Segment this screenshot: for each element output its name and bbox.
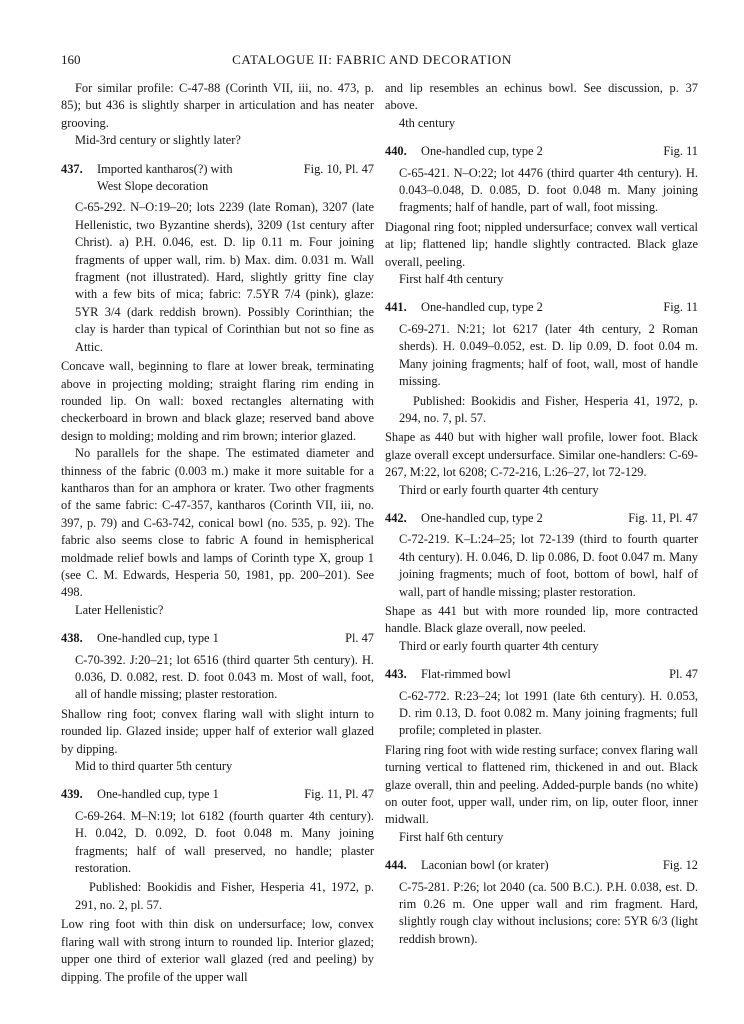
entry-description: Shallow ring foot; convex flaring wall with slight inturn to rounded lip. Glazed inside; upper half of exterior wall glazed by dipping. (61, 706, 374, 756)
entry-published: Published: Bookidis and Fisher, Hesperia 41, 1972, p. 291, no. 2, pl. 57. (75, 880, 374, 912)
entry-number: 440. (385, 144, 407, 159)
entry-title: Flat-rimmed bowl (421, 667, 511, 682)
entry-discussion: No parallels for the shape. The estimated diameter and thinness of the fabric (0.003 m.) make it more suitable for a kantharos than for an amphora or krater. Two other fragments of the same fabric: C-47-357, kantharos (Corinth VII, iii, no. 397, p. 79) and C-63-742, conical bowl (no. 535, p. 92). The fabric also seems close to fabric A found in hemispherical moldmade relief bowls and lamps of Corinth type X, group 1 (see C. M. Edwards, Hesperia 50, 1981, pp. 200–201). See 498. (61, 446, 374, 600)
figure-ref: Fig. 11, Pl. 47 (304, 787, 374, 802)
entry-heading (61, 161, 374, 178)
entry-number: 443. (385, 667, 407, 682)
entry-description: Diagonal ring foot; nippled undersurface; convex wall vertical at lip; flattened lip; handle slightly contracted. Black glaze overall, peeling. (385, 219, 698, 269)
running-head: CATALOGUE II: FABRIC AND DECORATION (232, 52, 512, 67)
entry-number: 437. (61, 161, 83, 176)
entry-heading (385, 299, 698, 316)
continued-text: and lip resembles an echinus bowl. See discussion, p. 37 above. (385, 81, 698, 113)
entry-number: 444. (385, 858, 407, 873)
entry-441 (385, 299, 698, 498)
right-column (385, 80, 698, 950)
entry-442 (385, 510, 698, 655)
entry-date: Mid to third quarter 5th century (75, 759, 233, 774)
entry-details: C-62-772. R:23–24; lot 1991 (late 6th century). H. 0.053, D. rim 0.13, D. foot 0.082 m. Many joining fragments; full profile; completed in plaster. (399, 688, 698, 738)
entry-title: Imported kantharos(?) with (97, 161, 233, 176)
entry-444 (385, 857, 698, 948)
entry-details: C-75-281. P:26; lot 2040 (ca. 500 B.C.). P.H. 0.038, est. D. rim 0.26 m. One upper wall and rim fragment. Hard, slightly rough clay without inclusions; core: 5YR 6/3 (light reddish brown). (399, 879, 698, 946)
entry-number: 438. (61, 631, 83, 646)
entry-438 (61, 630, 374, 775)
entry-heading (385, 510, 698, 527)
figure-ref: Fig. 11 (663, 144, 698, 159)
entry-number: 441. (385, 300, 407, 315)
entry-title: One-handled cup, type 1 (97, 787, 219, 802)
figure-ref: Fig. 10, Pl. 47 (303, 161, 374, 176)
entry-date: First half 4th century (399, 272, 504, 287)
entry-439 (61, 786, 374, 985)
entry-title: Laconian bowl (or krater) (421, 858, 549, 873)
entry-title-cont: West Slope decoration (97, 179, 209, 194)
figure-ref: Fig. 12 (662, 858, 698, 873)
entry-title: One-handled cup, type 1 (97, 631, 219, 646)
entry-heading (385, 143, 698, 160)
entry-title: One-handled cup, type 2 (421, 300, 543, 315)
entry-437 (61, 161, 374, 620)
entry-heading (61, 630, 374, 647)
entry-heading (61, 786, 374, 803)
entry-details: C-65-292. N–O:19–20; lots 2239 (late Roman), 3207 (late Hellenistic, two Byzantine sherds), 3209 (1st century after Christ). a) P.H. 0.046, est. D. lip 0.11 m. Four joining fragments of upper wall, rim. b) Max. dim. 0.031 m. Wall fragment (not illustrated). Hard, slightly gritty fine clay with a few bits of mica; fabric: 7.5YR 7/4 (pink), glaze: 5YR 3/4 (dark reddish brown). Possibly Corinthian; the clay is harder than typical of Corinthian but not so fine as Attic. (75, 200, 374, 354)
entry-details: C-70-392. J:20–21; lot 6516 (third quarter 5th century). H. 0.036, D. 0.082, rest. D. foot 0.043 m. Most of wall, foot, all of handle missing; plaster restoration. (75, 652, 374, 702)
entry-description: Shape as 441 but with more rounded lip, more contracted handle. Black glaze overall, now peeled. (385, 603, 698, 636)
intro-text: For similar profile: C-47-88 (Corinth VII, iii, no. 473, p. 85); but 436 is slightly sharper in articulation and has neater grooving. (61, 81, 374, 130)
entry-description: Flaring ring foot with wide resting surface; convex flaring wall turning vertical to flattened rim, thickened in and out. Black glaze overall, thin and peeling. Added-purple bands (no white) on outer foot, upper wall, under rim, on lip, outer floor, inner midwall. (385, 742, 698, 827)
figure-ref: Pl. 47 (345, 631, 374, 646)
figure-ref: Fig. 11, Pl. 47 (628, 510, 698, 525)
entry-details: C-65-421. N–O:22; lot 4476 (third quarter 4th century). H. 0.043–0.048, D. 0.085, D. foot 0.048 m. Many joining fragments; half of handle, part of wall, foot missing. (399, 165, 698, 215)
entry-number: 439. (61, 787, 83, 802)
entry-date: Third or early fourth quarter 4th century (399, 482, 599, 497)
entry-title: One-handled cup, type 2 (421, 510, 543, 525)
entry-description: Low ring foot with thin disk on undersurface; low, convex flaring wall with strong inturn to rounded lip. Interior glazed; upper one third of exterior wall glazed (red and peeling) by dipping. The profile of the upper wall (61, 917, 374, 984)
figure-ref: Fig. 11 (663, 300, 698, 315)
entry-number: 442. (385, 510, 407, 525)
entry-description: Shape as 440 but with higher wall profile, lower foot. Black glaze overall except undersurface. Similar one-handlers: C-69-267, M:22, lot 6208; C-72-216, L:26–27, lot 72-129. (385, 430, 698, 480)
entry-description: Concave wall, beginning to flare at lower break, terminating above in projecting molding; straight flaring rim ending in rounded lip. On wall: boxed rectangles alternating with checkerboard in brown and black glaze; reserved band above design to molding; molding and rim brown; interior glazed. (61, 359, 374, 443)
entry-date: First half 6th century (399, 829, 504, 844)
figure-ref: Pl. 47 (669, 667, 698, 682)
left-column (61, 80, 374, 986)
entry-440 (385, 143, 698, 288)
entry-details: C-72-219. K–L:24–25; lot 72-139 (third to fourth quarter 4th century). H. 0.046, D. lip 0.086, D. foot 0.047 m. Many joining fragments; much of foot, bottom of bowl, half of wall, part of handle missing; plaster restoration. (399, 532, 698, 599)
intro-date: Mid-3rd century or slightly later? (75, 133, 241, 148)
entry-date: Later Hellenistic? (75, 602, 164, 617)
entry-details: C-69-264. M–N:19; lot 6182 (fourth quarter 4th century). H. 0.042, D. 0.092, D. foot 0.048 m. Many joining fragments; half of wall preserved, no handle; plaster restoration. (75, 808, 374, 876)
entry-details: C-69-271. N:21; lot 6217 (later 4th century, 2 Roman sherds). H. 0.049–0.052, est. D. lip 0.09, D. foot 0.04 m. Many joining fragments; half of foot, wall, most of handle missing. (399, 321, 698, 389)
entry-heading (385, 857, 698, 874)
entry-published: Published: Bookidis and Fisher, Hesperia 41, 1972, p. 294, no. 7, pl. 57. (399, 393, 698, 425)
entry-443 (385, 666, 698, 846)
entry-heading (385, 666, 698, 683)
page-number: 160 (61, 52, 81, 67)
entry-date: Third or early fourth quarter 4th century (399, 638, 599, 653)
continued-date: 4th century (399, 115, 456, 130)
entry-title: One-handled cup, type 2 (421, 144, 543, 159)
